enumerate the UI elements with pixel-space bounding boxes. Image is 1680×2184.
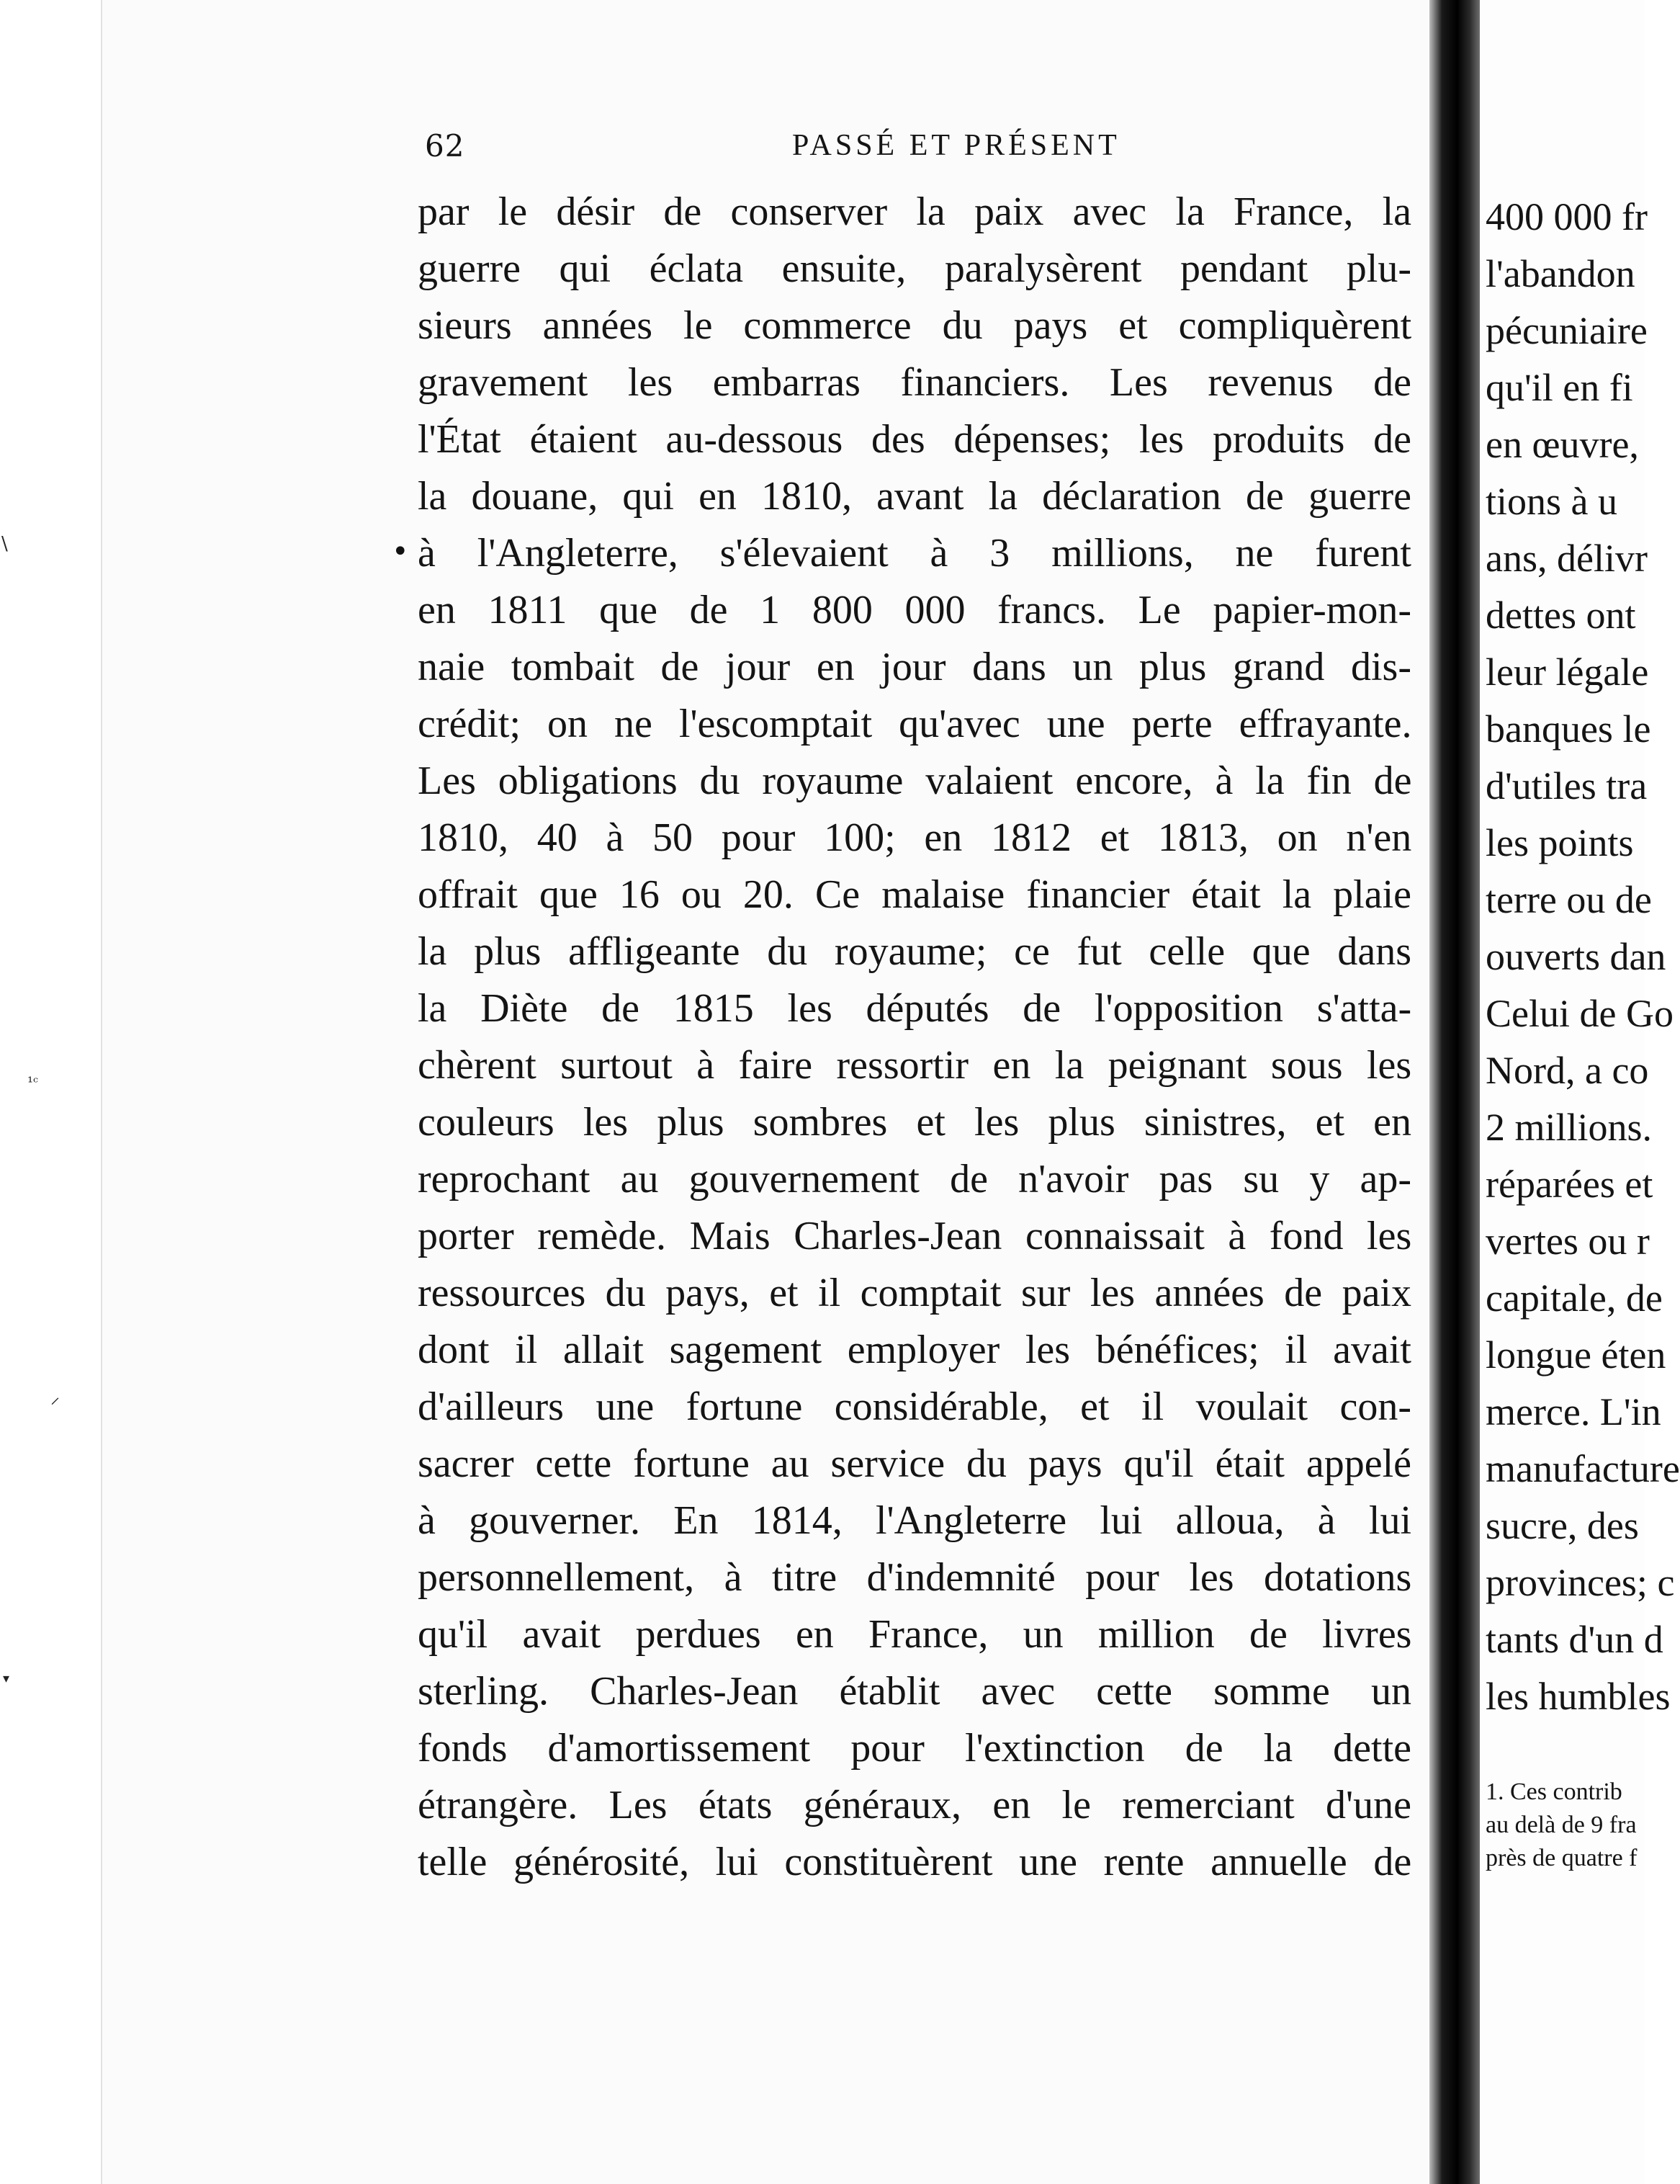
text-line: pécuniaire — [1486, 309, 1648, 352]
margin-bullet: • — [392, 535, 409, 568]
right-page-footnote — [1486, 1776, 1638, 1875]
text-line: 1810, 40 à 50 pour 100; en 1812 et 1813, on n'en — [418, 815, 1412, 860]
text-line: gravement les embarras financiers. Les revenus de — [418, 360, 1411, 405]
text-line: en 1811 que de 1 800 000 francs. Le papier-mon- — [418, 588, 1412, 632]
text-line: étrangère. Les états généraux, en le remerciant d'une — [418, 1783, 1411, 1827]
text-line: l'État étaient au-dessous des dépenses; les produits de — [418, 417, 1411, 462]
text-line: 400 000 fr — [1486, 195, 1648, 238]
margin-mark: ▾ — [3, 1671, 10, 1686]
text-line: terre ou de — [1486, 878, 1652, 921]
text-line: les humbles — [1486, 1675, 1671, 1718]
text-line: vertes ou r — [1486, 1219, 1650, 1263]
text-line: provinces; c — [1486, 1561, 1675, 1604]
text-line: telle générosité, lui constituèrent une rente annuelle de — [418, 1840, 1412, 1884]
text-line: personnellement, à titre d'indemnité pour les dotations — [418, 1555, 1412, 1600]
book-gutter — [1429, 0, 1480, 2184]
page-number: 62 — [425, 128, 465, 164]
text-line: sieurs années le commerce du pays et compliquèrent — [418, 303, 1412, 348]
running-title: PASSÉ ET PRÉSENT — [792, 129, 1120, 162]
text-line: guerre qui éclata ensuite, paralysèrent pendant plu- — [418, 246, 1411, 291]
text-line: 2 millions. — [1486, 1106, 1653, 1149]
text-line: leur légale — [1486, 650, 1649, 694]
text-line: la Diète de 1815 les députés de l'opposition s'atta- — [418, 986, 1412, 1031]
text-line: crédit; on ne l'escomptait qu'avec une perte effrayante. — [418, 702, 1412, 746]
text-line: offrait que 16 ou 20. Ce malaise financier était la plaie — [418, 872, 1411, 917]
text-line: les points — [1486, 821, 1634, 864]
margin-mark: \ — [1, 533, 8, 555]
text-line: la douane, qui en 1810, avant la déclaration de guerre — [418, 474, 1411, 519]
text-line: tants d'un d — [1486, 1618, 1663, 1661]
right-page-text — [1486, 189, 1680, 1725]
text-line: banques le — [1486, 707, 1651, 751]
text-line: couleurs les plus sombres et les plus sinistres, et en — [418, 1100, 1411, 1145]
right-page — [1480, 0, 1680, 2184]
text-line: chèrent surtout à faire ressortir en la peignant sous les — [418, 1043, 1412, 1088]
text-line: à gouverner. En 1814, l'Angleterre lui alloua, à lui — [418, 1498, 1411, 1543]
text-line: sacrer cette fortune au service du pays qu'il était appelé — [418, 1441, 1411, 1486]
text-line: reprochant au gouvernement de n'avoir pas su y ap- — [418, 1157, 1411, 1201]
text-line: ouverts dan — [1486, 935, 1666, 978]
text-line: l'abandon — [1486, 252, 1635, 295]
text-line: longue éten — [1486, 1333, 1666, 1377]
text-line: d'utiles tra — [1486, 764, 1648, 807]
text-line: réparées et — [1486, 1163, 1653, 1206]
text-line: porter remède. Mais Charles-Jean connaissait à fond les — [418, 1214, 1412, 1258]
text-line: par le désir de conserver la paix avec la France, la — [418, 189, 1411, 234]
text-line: Nord, a co — [1486, 1049, 1649, 1092]
page-header — [425, 128, 1447, 171]
footnote-line: 1. Ces contrib — [1486, 1778, 1622, 1805]
text-line: dont il allait sagement employer les bénéfices; il avait — [418, 1328, 1411, 1372]
text-line: merce. L'in — [1486, 1390, 1661, 1433]
text-line: qu'il avait perdues en France, un million de livres — [418, 1612, 1412, 1657]
footnote-line: près de quatre f — [1486, 1845, 1638, 1871]
text-line: d'ailleurs une fortune considérable, et il voulait con- — [418, 1384, 1412, 1429]
body-text — [418, 184, 1411, 1891]
text-line: fonds d'amortissement pour l'extinction de la dette — [418, 1726, 1411, 1771]
text-line: Celui de Go — [1486, 992, 1674, 1035]
footnote-line: au delà de 9 fra — [1486, 1812, 1637, 1838]
text-line: ans, délivr — [1486, 537, 1648, 580]
text-line: tions à u — [1486, 480, 1617, 523]
text-line: capitale, de — [1486, 1276, 1663, 1320]
text-line: dettes ont — [1486, 594, 1636, 637]
text-line: sucre, des — [1486, 1504, 1639, 1547]
margin-mark: ⸝ — [50, 1387, 60, 1408]
margin-mark: ¹ᶜ — [27, 1073, 38, 1091]
text-line: en œuvre, — [1486, 423, 1639, 466]
text-line: naie tombait de jour en jour dans un plus grand dis- — [418, 645, 1411, 689]
text-line: qu'il en fi — [1486, 366, 1633, 409]
text-line: Les obligations du royaume valaient encore, à la fin de — [418, 758, 1412, 803]
text-line: sterling. Charles-Jean établit avec cette somme un — [418, 1669, 1411, 1714]
text-line: ressources du pays, et il comptait sur les années de paix — [418, 1271, 1411, 1315]
scan-margin — [0, 0, 101, 2184]
text-line: à l'Angleterre, s'élevaient à 3 millions, ne furent — [418, 531, 1411, 576]
text-line: la plus affligeante du royaume; ce fut celle que dans — [418, 929, 1411, 974]
text-line: manufacture — [1486, 1447, 1680, 1490]
